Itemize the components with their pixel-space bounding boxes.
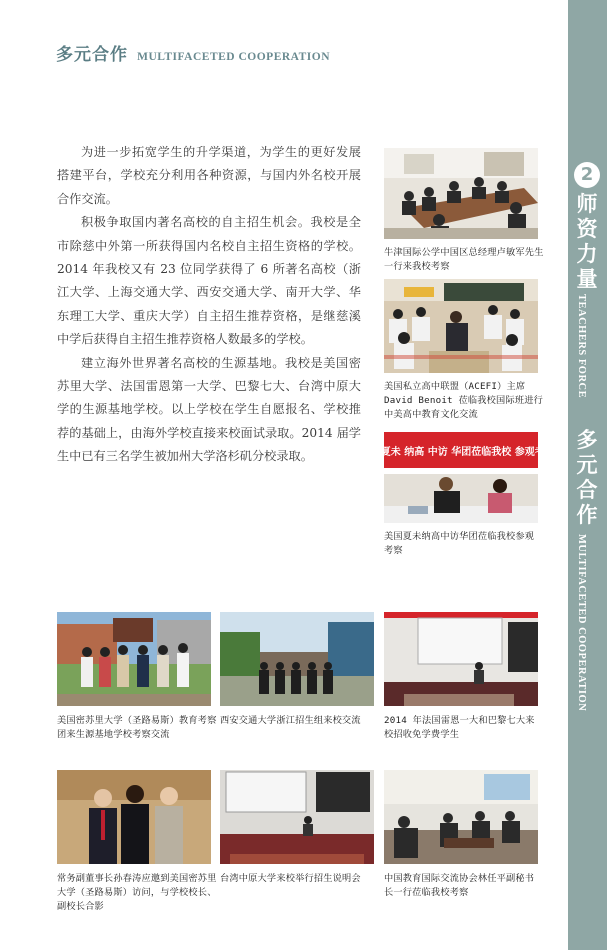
sidebar-section-teachers-cn: 师资力量 xyxy=(576,192,598,291)
caption-oxford: 牛津国际公学中国区总经理卢敏军先生一行来我校考察 xyxy=(384,247,544,272)
photo-xian-group xyxy=(220,612,374,706)
photo-missouri-group xyxy=(57,612,211,706)
photo-china-intl-visit xyxy=(384,770,538,864)
photo-director-visit xyxy=(57,770,211,864)
sidebar-section-multifaceted-cn: 多元合作 xyxy=(576,428,598,527)
caption-missouri: 美国密苏里大学（圣路易斯）教育考察团来生源基地学校考察交流 xyxy=(57,715,217,740)
caption-acefi: 美国私立高中联盟（ACEFI）主席 David Benoit 莅临我校国际班进行中美高中教育文化交流 xyxy=(384,381,543,420)
page-header xyxy=(56,40,330,65)
sidebar-section-multifaceted-en: MULTIFACETED COOPERATION xyxy=(576,534,587,712)
caption-france: 2014 年法国雷恩一大和巴黎七大来校招收免学费学生 xyxy=(384,715,535,740)
section-number-badge: 2 xyxy=(574,162,600,188)
sidebar-section-teachers-en: TEACHERS FORCE xyxy=(576,294,587,399)
photo-acefi-classroom xyxy=(384,279,538,373)
banner-text: 美国 夏未 纳高 中访 华团莅临我校 参观考察！ xyxy=(357,447,565,458)
section-title-cn: 多元合作 xyxy=(56,45,128,65)
caption-taiwan: 台湾中原大学来校举行招生说明会 xyxy=(220,873,361,884)
caption-director: 常务副董事长孙春涛应邀到美国密苏里大学（圣路易斯）访问，与学校校长、副校长合影 xyxy=(57,873,217,912)
photo-oxford-meeting xyxy=(384,148,538,239)
paragraph-domestic: 积极争取国内著名高校的自主招生机会。我校是全市除慈中外第一所获得国内名校自主招生资格的学校。2014 年我校又有 23 位同学获得了 6 所著名高校（浙江大学、上海交通大学、西安交通大学、南开大学、华东理工大学、重庆大学）自主招生推荐资格，是继慈溪中学后获得自主招生推荐资格人数最多的学校。 xyxy=(57,215,361,347)
section-title-en: MULTIFACETED COOPERATION xyxy=(137,51,331,63)
paragraph-overseas: 建立海外世界著名高校的生源基地。我校是美国密苏里大学、法国雷恩第一大学、巴黎七大、台湾中原大学的生源基地学校。以上学校在学生自愿报名、学校推荐的基础上，由海外学校直接来校面试录取。2014 届学生中已有三名学生被加州大学洛杉矶分校录取。 xyxy=(57,355,361,464)
photo-france-lecture xyxy=(384,612,538,706)
body-text xyxy=(57,141,361,469)
photo-taiwan-seminar xyxy=(220,770,374,864)
caption-xian: 西安交通大学浙江招生组来校交流 xyxy=(220,715,361,726)
photo-summer-visit xyxy=(357,432,565,523)
caption-china-intl: 中国教育国际交流协会林任平副秘书长一行莅临我校考察 xyxy=(384,873,535,898)
paragraph-intro: 为进一步拓宽学生的升学渠道，为学生的更好发展搭建平台，学校充分利用各种资源，与国内外名校开展合作交流。 xyxy=(57,145,361,206)
caption-summer: 美国夏未纳高中访华团莅临我校参观考察 xyxy=(384,531,535,556)
